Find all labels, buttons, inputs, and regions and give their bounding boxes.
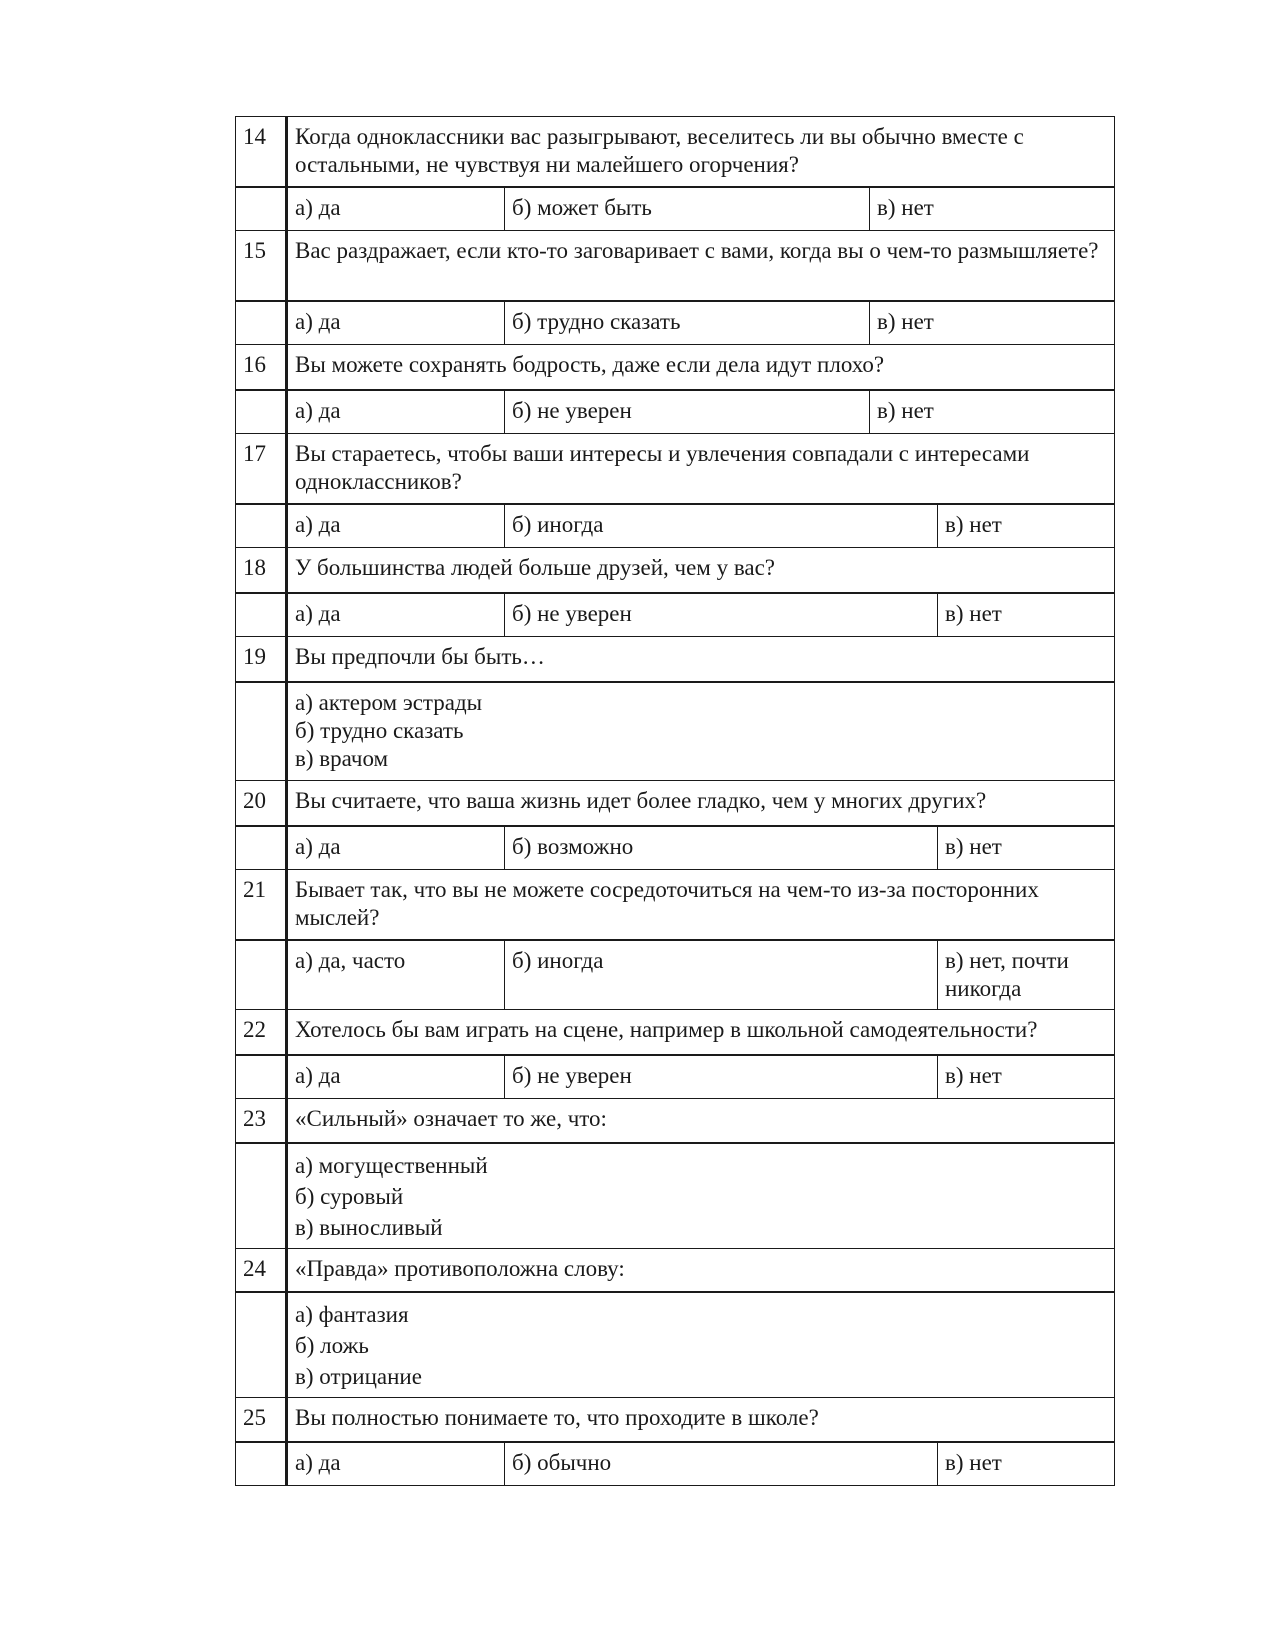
empty-cell — [236, 826, 287, 870]
answer-row — [236, 1292, 1115, 1398]
answer-option-a: а) актером эстрады — [295, 689, 483, 715]
question-number: 15 — [236, 231, 287, 301]
answer-option-c: в) нет — [938, 504, 1115, 548]
answer-options-list — [287, 1143, 1115, 1249]
answer-row — [236, 390, 1115, 434]
empty-cell — [236, 1143, 287, 1249]
answer-option-b: б) трудно сказать — [505, 301, 870, 345]
answer-option-b: б) иногда — [505, 940, 938, 1010]
empty-cell — [236, 301, 287, 345]
answer-option-a: а) да — [287, 1442, 505, 1486]
question-number: 24 — [236, 1248, 287, 1292]
empty-cell — [236, 940, 287, 1010]
empty-cell — [236, 682, 287, 781]
answer-option-b: б) иногда — [505, 504, 938, 548]
question-row — [236, 1248, 1115, 1292]
question-row — [236, 345, 1115, 390]
question-row — [236, 1398, 1115, 1442]
empty-cell — [236, 187, 287, 231]
question-text: У большинства людей больше друзей, чем у вас? — [287, 548, 1115, 593]
answer-option-a: а) да — [287, 390, 505, 434]
question-number: 23 — [236, 1099, 287, 1143]
empty-cell — [236, 593, 287, 637]
question-text: «Сильный» означает то же, что: — [287, 1099, 1115, 1143]
question-row — [236, 637, 1115, 682]
answer-row — [236, 940, 1115, 1010]
answer-row — [236, 187, 1115, 231]
question-row — [236, 231, 1115, 301]
answer-option-b: б) ложь — [295, 1333, 369, 1358]
answer-option-c: в) нет — [938, 1055, 1115, 1099]
answer-option-c: в) врачом — [295, 745, 389, 771]
answer-row — [236, 1442, 1115, 1486]
empty-cell — [236, 390, 287, 434]
answer-option-b: б) не уверен — [505, 593, 938, 637]
question-text: Вы полностью понимаете то, что проходите в школе? — [287, 1398, 1115, 1442]
answer-option-a: а) да — [287, 187, 505, 231]
answer-option-b: б) может быть — [505, 187, 870, 231]
question-number: 20 — [236, 781, 287, 826]
answer-options-list — [287, 1292, 1115, 1398]
question-number: 21 — [236, 870, 287, 940]
question-text: Вы предпочли бы быть… — [287, 637, 1115, 682]
question-row — [236, 548, 1115, 593]
question-text: Вас раздражает, если кто-то заговаривает с вами, когда вы о чем-то размышляете? — [287, 231, 1115, 301]
question-row — [236, 870, 1115, 940]
answer-option-b: б) не уверен — [505, 390, 870, 434]
answer-option-c: в) нет — [938, 1442, 1115, 1486]
answer-option-b: б) обычно — [505, 1442, 938, 1486]
question-row — [236, 1099, 1115, 1143]
question-number: 14 — [236, 117, 287, 187]
answer-row — [236, 1143, 1115, 1249]
question-text: «Правда» противоположна слову: — [287, 1248, 1115, 1292]
question-text: Вы можете сохранять бодрость, даже если дела идут плохо? — [287, 345, 1115, 390]
answer-row — [236, 504, 1115, 548]
answer-row — [236, 593, 1115, 637]
question-number: 22 — [236, 1010, 287, 1055]
answer-option-c: в) отрицание — [295, 1364, 422, 1389]
question-number: 18 — [236, 548, 287, 593]
answer-option-c: в) нет, почти никогда — [938, 940, 1115, 1010]
answer-row — [236, 826, 1115, 870]
answer-option-a: а) да — [287, 593, 505, 637]
answer-option-a: а) да — [287, 826, 505, 870]
empty-cell — [236, 1442, 287, 1486]
question-number: 17 — [236, 434, 287, 504]
answer-option-c: в) выносливый — [295, 1214, 443, 1240]
answer-option-c: в) нет — [870, 390, 1115, 434]
question-number: 16 — [236, 345, 287, 390]
question-text: Вы стараетесь, чтобы ваши интересы и увлечения совпадали с интересами одноклассников? — [287, 434, 1115, 504]
question-number: 25 — [236, 1398, 287, 1442]
answer-option-a: а) да — [287, 301, 505, 345]
answer-option-c: в) нет — [938, 826, 1115, 870]
answer-option-b: б) трудно сказать — [295, 717, 464, 743]
question-number: 19 — [236, 637, 287, 682]
answer-option-a: а) могущественный — [295, 1152, 488, 1178]
answer-option-c: в) нет — [870, 187, 1115, 231]
answer-option-b: б) возможно — [505, 826, 938, 870]
answer-option-b: б) суровый — [295, 1183, 404, 1209]
answer-row — [236, 682, 1115, 781]
question-text: Бывает так, что вы не можете сосредоточиться на чем-то из-за посторонних мыслей? — [287, 870, 1115, 940]
empty-cell — [236, 504, 287, 548]
empty-cell — [236, 1292, 287, 1398]
answer-option-a: а) да — [287, 1055, 505, 1099]
question-text: Когда одноклассники вас разыгрывают, веселитесь ли вы обычно вместе с остальными, не чувствуя ни малейшего огорчения? — [287, 117, 1115, 187]
questionnaire-table — [235, 116, 1115, 1486]
empty-cell — [236, 1055, 287, 1099]
answer-row — [236, 301, 1115, 345]
question-row — [236, 1010, 1115, 1055]
answer-option-a: а) да — [287, 504, 505, 548]
answer-option-a: а) фантазия — [295, 1302, 409, 1327]
question-row — [236, 434, 1115, 504]
answer-option-c: в) нет — [938, 593, 1115, 637]
answer-row — [236, 1055, 1115, 1099]
question-row — [236, 781, 1115, 826]
answer-option-a: а) да, часто — [287, 940, 505, 1010]
question-row — [236, 117, 1115, 187]
answer-options-list — [287, 682, 1115, 781]
answer-option-b: б) не уверен — [505, 1055, 938, 1099]
question-text: Хотелось бы вам играть на сцене, например в школьной самодеятельности? — [287, 1010, 1115, 1055]
answer-option-c: в) нет — [870, 301, 1115, 345]
question-text: Вы считаете, что ваша жизнь идет более гладко, чем у многих других? — [287, 781, 1115, 826]
